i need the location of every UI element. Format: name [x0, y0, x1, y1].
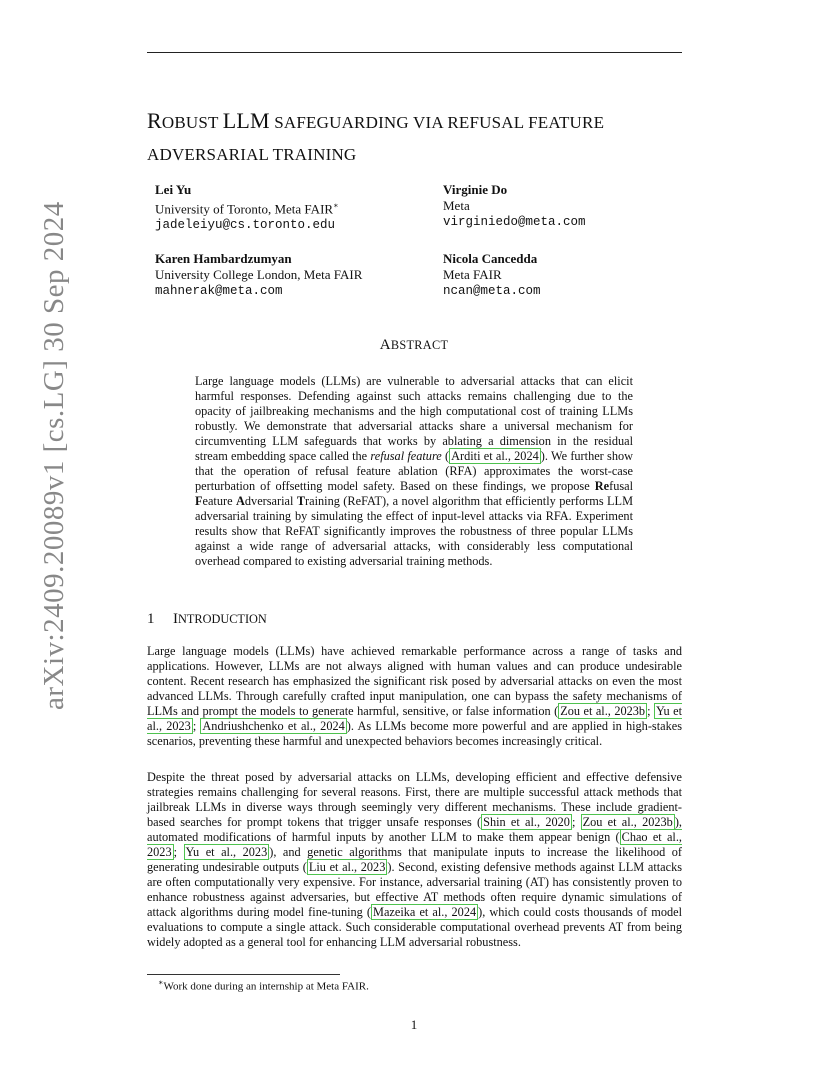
citation-link[interactable]: Mazeika et al., 2024: [373, 905, 477, 919]
citation-link[interactable]: Zou et al., 2023b: [582, 815, 673, 829]
citation-link[interactable]: Arditi et al., 2024: [451, 449, 539, 463]
citation-link[interactable]: Chao et al., 2023: [147, 830, 682, 859]
author-block: Karen Hambardzumyan University College London, Meta FAIR mahnerak@meta.com: [155, 251, 363, 298]
citation-link[interactable]: Yu et al., 2023: [147, 704, 683, 733]
author-block: Lei Yu University of Toronto, Meta FAIR∗ jadeleiyu@cs.toronto.edu: [155, 182, 339, 233]
author-block: Nicola Cancedda Meta FAIR ncan@meta.com: [443, 251, 541, 298]
paper-title: ROBUST LLM SAFEGUARDING VIA REFUSAL FEATURE ADVERSARIAL TRAINING: [147, 108, 605, 164]
citation-link[interactable]: Zou et al., 2023b: [560, 704, 646, 718]
page-number: 1: [410, 1017, 418, 1032]
citation-link[interactable]: Liu et al., 2023: [308, 860, 386, 874]
author-email[interactable]: jadeleiyu@cs.toronto.edu: [155, 218, 336, 233]
section-heading: 1 INTRODUCTION: [147, 611, 267, 627]
intro-paragraph: Despite the threat posed by adversarial attacks on LLMs, developing efficient and effective defensive strategies remains challenging for several reasons. First, there are multiple successful attack methods that jailbreak LLMs in diverse ways through seemingly very different mechanisms. These include gradient-based searches for prompt tokens that trigger unsafe responses ( Shin et al., 2020 ; Zou et al., 2023b ), automated modifications of harmful inputs by another LLM to make them appear benign ( Chao et al., 2023 ; Yu et al., 2023 ), and genetic algorithms that manipulate inputs to increase the likelihood of generating undesirable outputs ( Liu et al., 2023 ). Second, existing defensive methods against LLM attacks are often computationally very expensive. For instance, adversarial training (AT) has consistently proven to enhance robustness against adversaries, but effective AT methods often require dynamic simulations of attack algorithms during model fine-tuning ( Mazeika et al., 2024 ), which could costs thousands of model evaluations to compute a single attack. Such considerable computational overhead prevents AT from being widely adopted as a general tool for enhancing LLM adversarial robustness.: [147, 770, 682, 949]
abstract-heading: ABSTRACT: [379, 337, 449, 353]
abstract-text: Large language models (LLMs) are vulnerable to adversarial attacks that can elicit harmful responses. Defending against such attacks remains challenging due to the opacity of jailbreaking mechanisms and the high computational cost of training LLMs robustly. We demonstrate that adversarial attacks share a universal mechanism for circumventing LLM safeguards that works by ablating a dimension in the residual stream embedding space called the refusal feature ( Arditi et al., 2024 ). We further show that the operation of refusal feature ablation (RFA) approximates the worst-case perturbation of offsetting model safety. Based on these findings, we propose Refusal Feature Adversarial Training (ReFAT), a novel algorithm that efficiently performs LLM adversarial training by simulating the effect of input-level attacks via RFA. Experiment results show that ReFAT significantly improves the robustness of three popular LLMs against a wide range of adversarial attacks, with considerably less computational overhead compared to existing adversarial training methods.: [195, 374, 634, 568]
author-email[interactable]: ncan@meta.com: [443, 284, 541, 298]
citation-link[interactable]: Andriushchenko et al., 2024: [202, 719, 345, 733]
author-email[interactable]: mahnerak@meta.com: [155, 284, 283, 298]
intro-paragraph: Large language models (LLMs) have achieved remarkable performance across a range of tasks and applications. However, LLMs are not always aligned with human values and can produce undesirable content. Recent research has emphasized the significant risk posed by adversarial attacks on even the most advanced LLMs. Through carefully crafted input manipulation, one can bypass the safety mechanisms of LLMs and prompt the models to generate harmful, sensitive, or false information ( Zou et al., 2023b ; Yu et al., 2023 ; Andriushchenko et al., 2024 ). As LLMs become more powerful and are applied in high-stakes scenarios, preventing these harmful and unexpected behaviors becomes increasingly critical.: [147, 644, 683, 748]
citation-link[interactable]: Yu et al., 2023: [185, 845, 268, 859]
footnote-rule: [147, 974, 340, 975]
citation-link[interactable]: Shin et al., 2020: [483, 815, 570, 829]
author-email[interactable]: virginiedo@meta.com: [443, 215, 586, 229]
top-rule: [147, 52, 682, 53]
arxiv-stamp: arXiv:2409.20089v1 [cs.LG] 30 Sep 2024: [38, 201, 70, 710]
author-block: Virginie Do Meta virginiedo@meta.com: [443, 182, 586, 229]
footnote: ∗Work done during an internship at Meta FAIR.: [158, 978, 369, 993]
